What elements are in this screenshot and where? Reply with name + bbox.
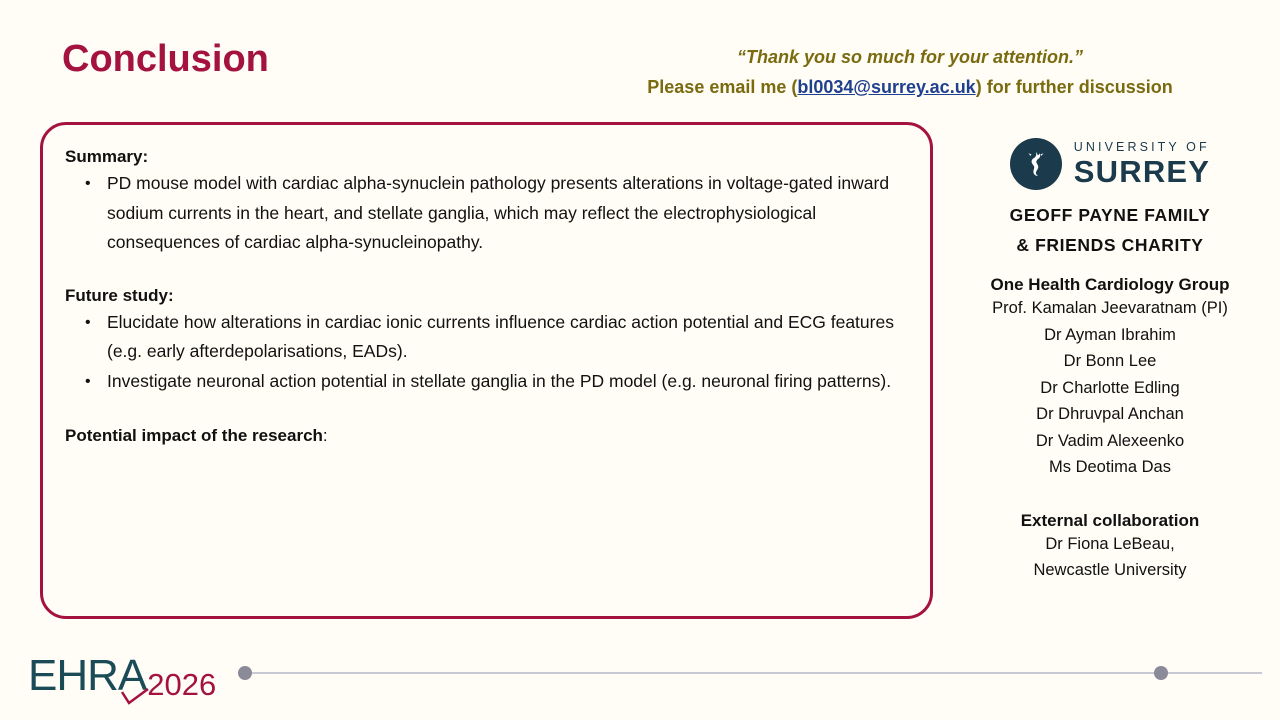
- footer-dot-left: [238, 666, 252, 680]
- list-item: • Elucidate how alterations in cardiac ionic currents influence cardiac action potential and ECG features (e.g. early afterdepolarisations, EADs).: [65, 308, 908, 367]
- charity-name: [945, 200, 1275, 260]
- group-title: One Health Cardiology Group: [990, 275, 1230, 294]
- list-item: Dr Bonn Lee: [1063, 352, 1157, 370]
- footer-divider: [238, 672, 1262, 674]
- impact-colon: :: [322, 426, 328, 445]
- email-line: [560, 74, 1260, 100]
- list-item: • Investigate neuronal action potential in stellate ganglia in the PD model (e.g. neuronal firing patterns).: [65, 367, 908, 397]
- external-collab-title: External collaboration: [1020, 510, 1200, 530]
- list-item: • PD mouse model with cardiac alpha-synuclein pathology presents alterations in voltage-gated inward sodium currents in the heart, and stellate ganglia, which may reflect the electrophysiological consequences of cardiac alpha-synucleinopathy.: [65, 169, 908, 258]
- university-wordmark: [1074, 141, 1210, 188]
- ehra-brand-text: EHRA: [28, 651, 147, 700]
- list-item: Dr Fiona LeBeau,: [1045, 534, 1175, 553]
- slide-footer: [0, 634, 1280, 720]
- list-item: Prof. Kamalan Jeevaratnam (PI): [992, 299, 1228, 317]
- thanks-block: [560, 44, 1260, 100]
- impact-line: [65, 426, 908, 446]
- charity-line-2: & FRIENDS CHARITY: [1016, 235, 1204, 255]
- footer-dot-right: [1154, 666, 1168, 680]
- content-box: [40, 122, 933, 619]
- thanks-quote: “Thank you so much for your attention.”: [736, 47, 1084, 67]
- list-item: Newcastle University: [1033, 561, 1187, 579]
- charity-line-1: GEOFF PAYNE FAMILY: [1009, 205, 1211, 225]
- university-of-text: UNIVERSITY OF: [1073, 139, 1210, 154]
- summary-list: [65, 169, 908, 258]
- page-title: Conclusion: [62, 38, 269, 80]
- email-suffix: ) for further discussion: [975, 77, 1173, 97]
- list-item: Dr Vadim Alexeenko: [1035, 431, 1185, 450]
- university-logo: [945, 138, 1275, 190]
- list-item: Dr Charlotte Edling: [1040, 378, 1180, 397]
- future-heading: Future study:: [65, 285, 174, 305]
- external-members: [945, 531, 1275, 584]
- list-item: Dr Dhruvpal Anchan: [1036, 405, 1184, 423]
- future-list: [65, 308, 908, 397]
- impact-label: Potential impact of the research: [65, 426, 323, 445]
- check-mark-icon: [120, 688, 150, 706]
- list-item: Ms Deotima Das: [1049, 458, 1171, 476]
- spacer: [65, 258, 908, 286]
- summary-heading: Summary:: [65, 147, 149, 166]
- list-item: Dr Ayman Ibrahim: [1044, 325, 1176, 344]
- stag-icon: [1010, 138, 1062, 190]
- surrey-text: SURREY: [1073, 154, 1211, 190]
- email-link[interactable]: bl0034@surrey.ac.uk: [797, 77, 976, 97]
- email-prefix: Please email me (: [647, 77, 798, 97]
- group-members: [945, 295, 1275, 481]
- right-column: [945, 138, 1275, 584]
- ehra-year-text: 2026: [147, 667, 217, 702]
